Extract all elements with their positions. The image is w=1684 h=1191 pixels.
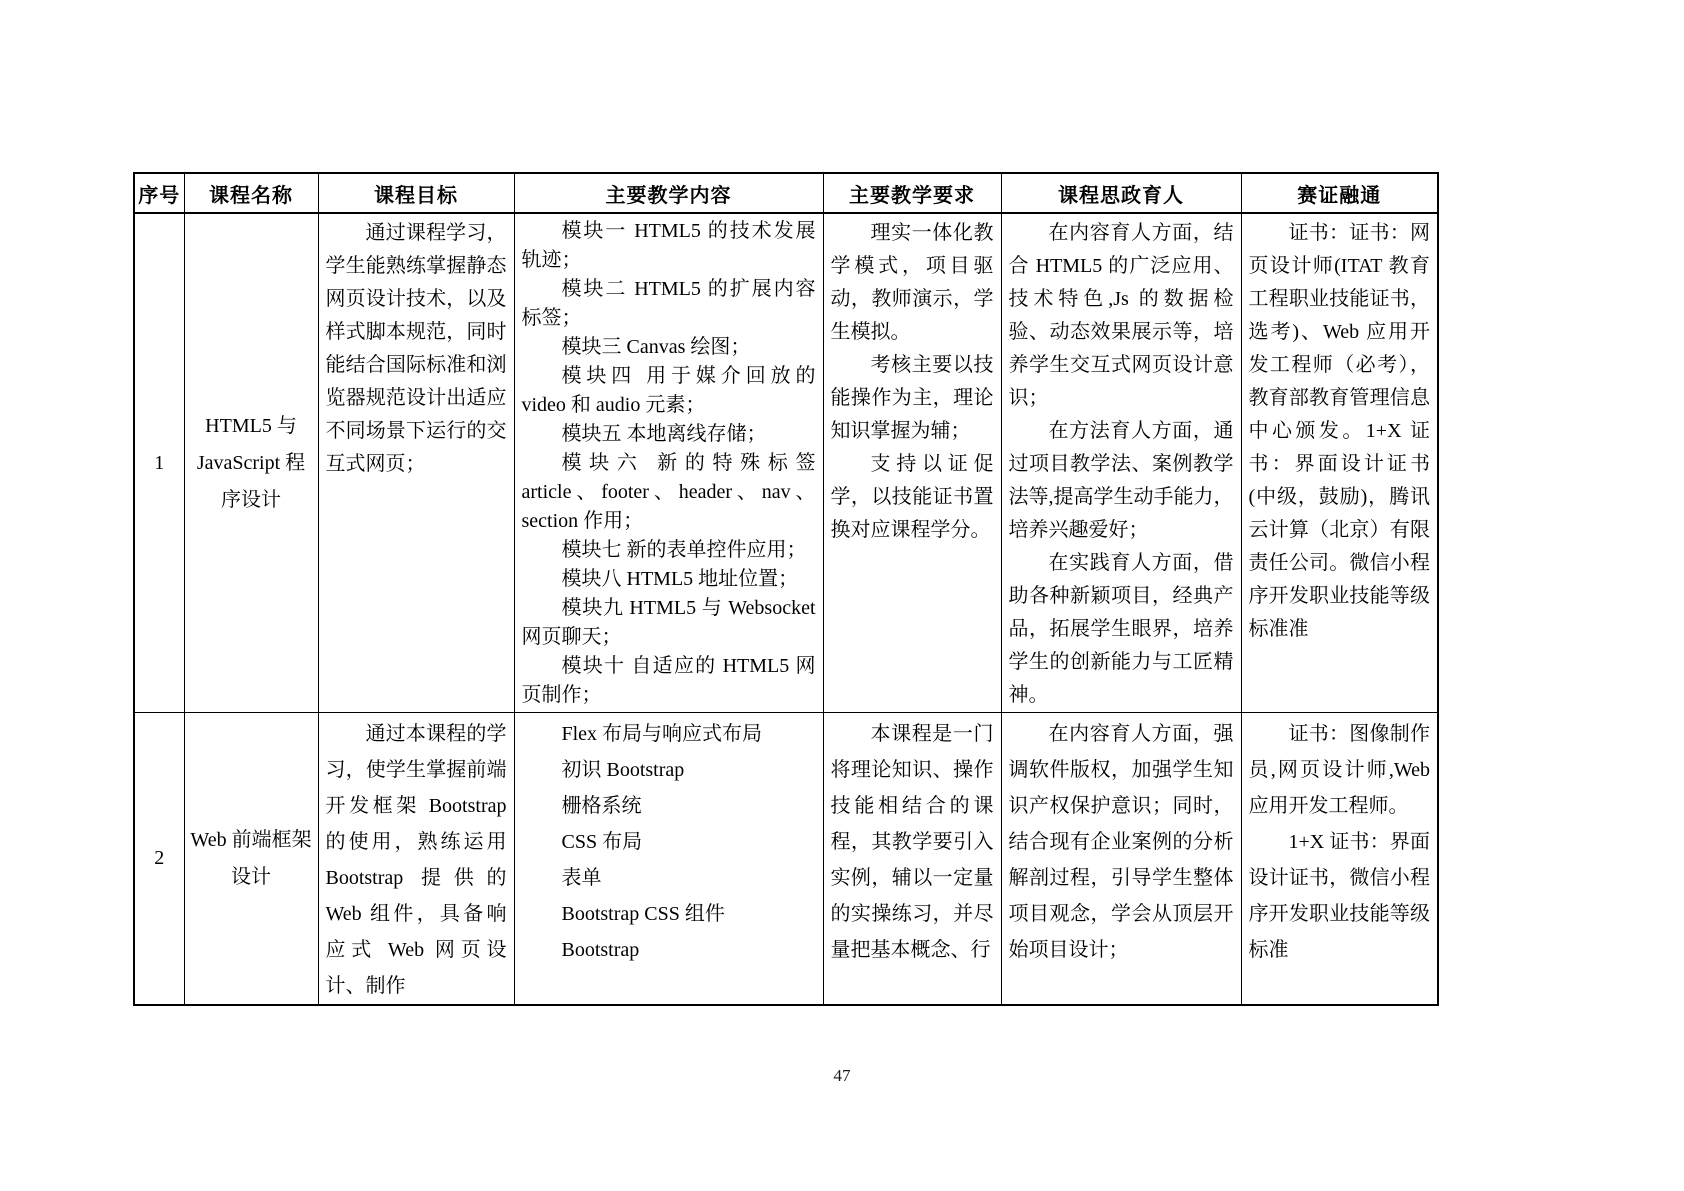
paragraph: 模块七 新的表单控件应用； xyxy=(561,539,807,561)
paragraph: Flex 布局与响应式布局 xyxy=(561,723,763,745)
cell-requirements-1 xyxy=(823,213,1001,713)
cell-course-name-1: HTML5 与 JavaScript 程序设计 xyxy=(184,213,318,713)
column-header-seq: 序号 xyxy=(134,173,184,213)
paragraph: 在实践育人方面，借助各种新颖项目，经典产品，拓展学生眼界，培养学生的创新能力与工匠精神。 xyxy=(1008,552,1234,706)
paragraph: Bootstrap xyxy=(561,939,640,961)
paragraph: 栅格系统 xyxy=(561,795,642,817)
column-header-course-name: 课程名称 xyxy=(184,173,318,213)
paragraph: Bootstrap CSS 组件 xyxy=(561,903,725,925)
paragraph: 模块三 Canvas 绘图； xyxy=(561,336,751,358)
paragraph: CSS 布局 xyxy=(561,831,643,853)
cell-content-1 xyxy=(514,213,823,713)
paragraph: 通过课程学习，学生能熟练掌握静态网页设计技术，以及样式脚本规范，同时能结合国际标准和浏览器规范设计出适应不同场景下运行的交互式网页； xyxy=(325,222,507,475)
column-header-content: 主要教学内容 xyxy=(514,173,823,213)
paragraph: 模块六 新的特殊标签 article、footer、header、nav、section 作用； xyxy=(521,452,816,532)
paragraph: 模块五 本地离线存储； xyxy=(561,423,767,445)
paragraph: 表单 xyxy=(561,867,602,889)
paragraph: 通过本课程的学习，使学生掌握前端开发框架 Bootstrap 的使用，熟练运用 Bootstrap 提供的 Web 组件，具备响应式 Web 网页设计、制作 xyxy=(325,723,507,997)
paragraph: 初识 Bootstrap xyxy=(561,759,685,781)
cell-seq-1: 1 xyxy=(134,213,184,713)
paragraph: 证书：图像制作员,网页设计师,Web 应用开发工程师。 xyxy=(1248,723,1430,817)
cell-certification-1 xyxy=(1241,213,1438,713)
cell-objective-2 xyxy=(318,713,514,1006)
paragraph: 模块十 自适应的 HTML5 网页制作； xyxy=(521,655,816,706)
paragraph: 模块九 HTML5 与 Websocket 网页聊天； xyxy=(521,597,816,648)
paragraph: 模块一 HTML5 的技术发展轨迹； xyxy=(521,220,816,271)
cell-seq-2: 2 xyxy=(134,713,184,1006)
cell-requirements-2 xyxy=(823,713,1001,1006)
course-syllabus-table xyxy=(133,172,1439,1006)
paragraph: 在方法育人方面，通过项目教学法、案例教学法等,提高学生动手能力，培养兴趣爱好； xyxy=(1008,420,1234,541)
paragraph: 在内容育人方面，结合 HTML5 的广泛应用、技术特色,Js 的数据检验、动态效果展示等，培养学生交互式网页设计意识； xyxy=(1008,222,1234,409)
cell-certification-2 xyxy=(1241,713,1438,1006)
cell-objective-1 xyxy=(318,213,514,713)
cell-ideology-1 xyxy=(1001,213,1241,713)
paragraph: 支持以证促学，以技能证书置换对应课程学分。 xyxy=(830,453,994,541)
paragraph: 模块八 HTML5 地址位置； xyxy=(561,568,799,590)
table-row-course-2 xyxy=(134,713,1438,1006)
column-header-requirements: 主要教学要求 xyxy=(823,173,1001,213)
column-header-certification: 赛证融通 xyxy=(1241,173,1438,213)
table-row-course-1 xyxy=(134,213,1438,713)
column-header-objective: 课程目标 xyxy=(318,173,514,213)
paragraph: 模块二 HTML5 的扩展内容标签； xyxy=(521,278,816,329)
cell-content-2 xyxy=(514,713,823,1006)
paragraph: 理实一体化教学模式，项目驱动，教师演示，学生模拟。 xyxy=(830,222,994,343)
header-row xyxy=(134,173,1438,213)
paragraph: 本课程是一门将理论知识、操作技能相结合的课程，其教学要引入实例，辅以一定量的实操练习，并尽量把基本概念、行 xyxy=(830,723,994,961)
paragraph: 证书：证书：网页设计师(ITAT 教育工程职业技能证书，选考)、Web 应用开发工程师（必考），教育部教育管理信息中心颁发。1+X 证书：界面设计证书(中级，鼓励)，腾讯云计算（北京）有限责任公司。微信小程序开发职业技能等级标准准 xyxy=(1248,222,1430,640)
cell-course-name-2: Web 前端框架设计 xyxy=(184,713,318,1006)
page-number: 47 xyxy=(833,1066,851,1085)
paragraph: 考核主要以技能操作为主，理论知识掌握为辅； xyxy=(830,354,994,442)
paragraph: 模块四 用于媒介回放的 video 和 audio 元素； xyxy=(521,365,816,416)
paragraph: 在内容育人方面，强调软件版权，加强学生知识产权保护意识；同时，结合现有企业案例的分析解剖过程，引导学生整体项目观念，学会从顶层开始项目设计； xyxy=(1008,723,1234,961)
paragraph: 1+X 证书：界面设计证书，微信小程序开发职业技能等级标准 xyxy=(1248,831,1430,961)
column-header-ideology: 课程思政育人 xyxy=(1001,173,1241,213)
cell-ideology-2 xyxy=(1001,713,1241,1006)
